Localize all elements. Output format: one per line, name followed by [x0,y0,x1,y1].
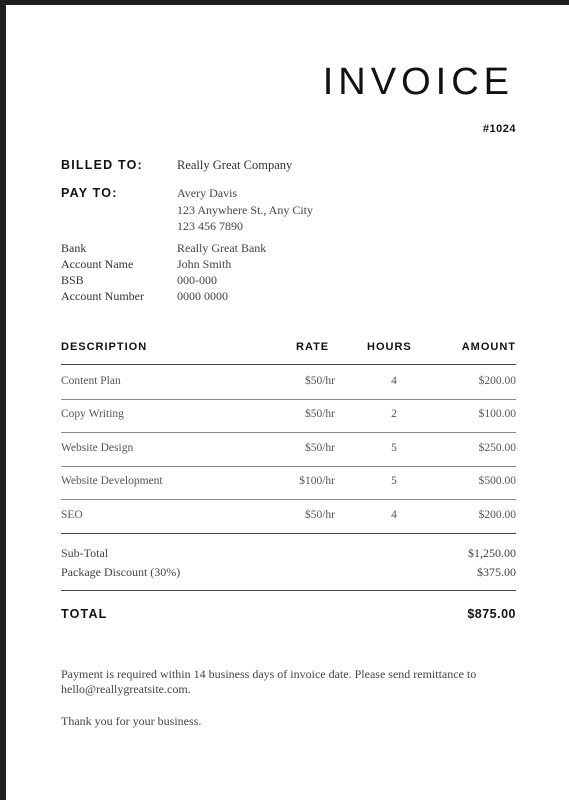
table-row [61,475,516,495]
row-hours: 4 [391,375,397,387]
bank-label: Bank [61,241,87,255]
row-divider [61,499,516,500]
row-amount: $250.00 [478,442,516,454]
row-hours: 5 [391,475,397,487]
header-divider [61,364,516,365]
total-label: TOTAL [61,607,108,621]
bsb-label: BSB [61,273,84,287]
row-rate: $50/hr [304,375,335,387]
account-name-label: Account Name [61,257,134,271]
rows-end-divider [61,533,516,534]
billed-to-value: Really Great Company [177,158,293,172]
pay-to-phone: 123 456 7890 [177,219,243,233]
invoice-title: INVOICE [322,61,514,103]
row-divider [61,399,516,400]
pay-to-address: 123 Anywhere St., Any City [177,203,314,217]
row-description: Website Design [61,442,134,454]
row-rate: $50/hr [304,408,335,420]
account-number-label: Account Number [61,289,144,303]
subtotal-value: $1,250.00 [468,546,516,560]
column-header-description: DESCRIPTION [61,341,148,353]
bank-value: Really Great Bank [177,241,267,255]
invoice-page [6,5,569,800]
row-divider [61,466,516,467]
thank-you-note: Thank you for your business. [61,714,202,728]
discount-value: $375.00 [477,565,516,579]
column-header-hours: HOURS [367,341,412,353]
pay-to-name: Avery Davis [177,186,238,200]
row-hours: 2 [391,408,397,420]
pay-to-label: PAY TO: [61,186,118,200]
table-row [61,375,516,395]
row-rate: $50/hr [304,442,335,454]
row-rate: $100/hr [299,475,335,487]
account-name-value: John Smith [177,257,232,271]
invoice-number: #1024 [482,123,516,135]
row-amount: $200.00 [478,509,516,521]
row-amount: $200.00 [478,375,516,387]
row-amount: $500.00 [478,475,516,487]
account-number-value: 0000 0000 [177,289,228,303]
column-header-amount: AMOUNT [461,341,516,353]
row-description: Website Development [61,475,163,487]
row-hours: 4 [391,509,397,521]
payment-note: Payment is required within 14 business days of invoice date. Please send remittance to hello@reallygreatsite.com. [61,667,477,696]
bsb-value: 000-000 [177,273,217,287]
subtotal-label: Sub-Total [61,546,109,560]
row-divider [61,432,516,433]
row-description: Content Plan [61,375,121,387]
table-row [61,509,516,529]
row-amount: $100.00 [478,408,516,420]
table-row [61,408,516,428]
row-description: SEO [61,509,83,521]
row-rate: $50/hr [304,509,335,521]
table-row [61,442,516,462]
discount-label: Package Discount (30%) [61,565,181,579]
total-divider [61,590,516,591]
row-description: Copy Writing [61,408,124,420]
row-hours: 5 [391,442,397,454]
total-value: $875.00 [467,607,516,621]
column-header-rate: RATE [296,341,330,353]
billed-to-label: BILLED TO: [61,158,143,172]
